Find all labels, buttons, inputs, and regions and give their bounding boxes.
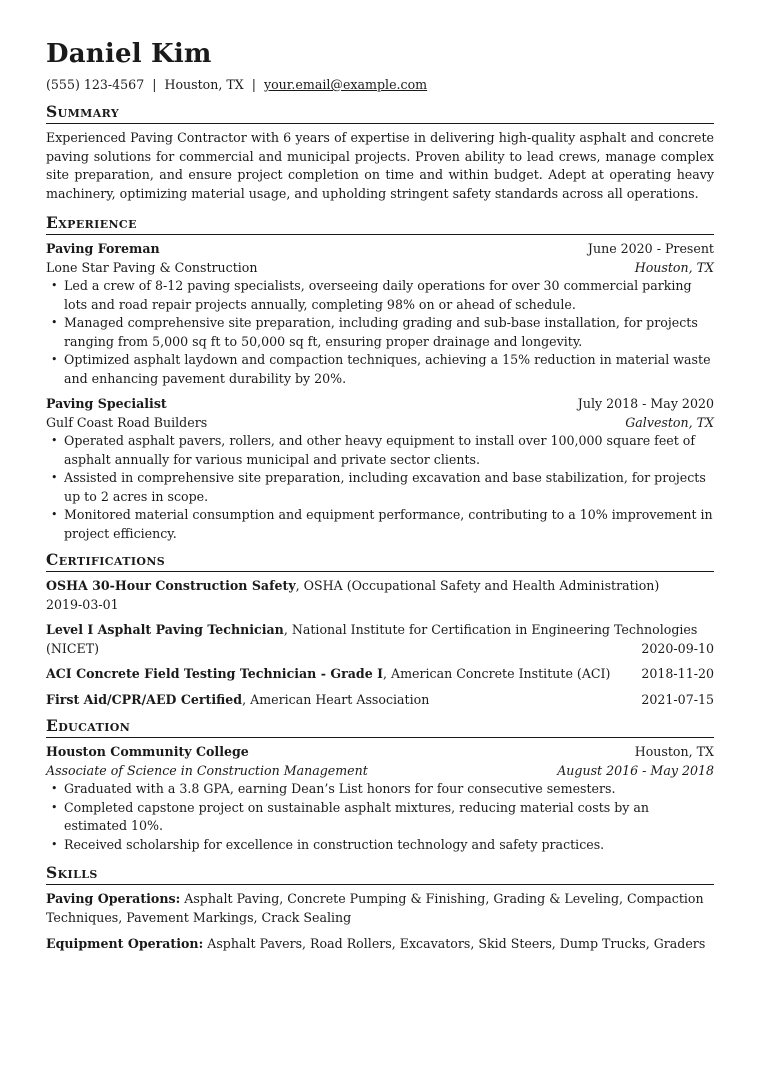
cert-issuer: , OSHA (Occupational Safety and Health Administration)	[295, 578, 660, 593]
job-company: Gulf Coast Road Builders	[46, 414, 208, 430]
section-title-summary: Summary	[46, 102, 714, 124]
cert-name: ACI Concrete Field Testing Technician - Grade I	[46, 666, 383, 681]
job-subheader	[46, 414, 714, 433]
job-role: Paving Specialist	[46, 396, 167, 411]
education-bullets	[46, 780, 714, 854]
job-dates: July 2018 - May 2020	[577, 396, 714, 411]
job-location: Galveston, TX	[625, 414, 714, 430]
job-role: Paving Foreman	[46, 241, 160, 256]
list-item: • Operated asphalt pavers, rollers, and other heavy equipment to install over 100,000 square feet of asphalt annually for various municipal and private sector clients.	[64, 432, 714, 469]
education-dates: August 2016 - May 2018	[557, 762, 714, 778]
list-item: • Managed comprehensive site preparation, including grading and sub-base installation, for projects ranging from 5,000 sq ft to 50,000 sq ft, ensuring proper drainage and longevity.	[64, 314, 714, 351]
list-item: • Assisted in comprehensive site preparation, including excavation and base stabilization, for projects up to 2 acres in scope.	[64, 469, 714, 506]
job-location: Houston, TX	[634, 259, 714, 275]
education-header	[46, 743, 714, 762]
list-item: • Graduated with a 3.8 GPA, earning Dean’s List honors for four consecutive semesters.	[64, 780, 714, 799]
job-header	[46, 395, 714, 414]
school-location: Houston, TX	[634, 744, 714, 759]
job-entry	[46, 395, 714, 543]
education-entry	[46, 743, 714, 854]
list-item: • Optimized asphalt laydown and compaction techniques, achieving a 15% reduction in material waste and enhancing pavement durability by 20%.	[64, 351, 714, 388]
location: Houston, TX	[164, 77, 244, 92]
job-company: Lone Star Paving & Construction	[46, 259, 258, 275]
phone-number: (555) 123-4567	[46, 77, 145, 92]
school-name: Houston Community College	[46, 744, 249, 759]
degree-name: Associate of Science in Construction Management	[46, 762, 368, 778]
list-item: • Monitored material consumption and equipment performance, contributing to a 10% improvement in project efficiency.	[64, 506, 714, 543]
cert-date: 2019-03-01	[46, 596, 119, 612]
cert-entry	[46, 621, 714, 658]
cert-name: OSHA 30-Hour Construction Safety	[46, 578, 296, 593]
cert-name: Level I Asphalt Paving Technician	[46, 622, 284, 637]
cert-name: First Aid/CPR/AED Certified	[46, 691, 243, 707]
job-bullets	[46, 432, 714, 543]
job-dates: June 2020 - Present	[587, 241, 714, 256]
cert-date: 2018-11-20	[641, 666, 714, 681]
contact-line	[46, 76, 714, 94]
cert-issuer: , American Heart Association	[242, 691, 430, 707]
summary-text: Experienced Paving Contractor with 6 years of expertise in delivering high-quality asphalt and concrete paving solutions for commercial and municipal projects. Proven ability to lead crews, manage complex site preparation, and ensure project completion on time and within budget. Adept at operating heavy machinery, optimizing material usage, and upholding stringent safety standards across all operations.	[46, 130, 714, 201]
candidate-name: Daniel Kim	[46, 39, 212, 69]
skill-label: Equipment Operation:	[46, 936, 204, 951]
section-title-experience: Experience	[46, 213, 714, 235]
job-entry	[46, 240, 714, 388]
contact-separator: |	[251, 77, 256, 92]
cert-entry	[46, 691, 714, 710]
section-title-skills: Skills	[46, 863, 714, 885]
cert-issuer: , National Institute for Certification in Engineering Technologies (NICET)	[46, 622, 698, 656]
list-item: • Received scholarship for excellence in construction technology and safety practices.	[64, 836, 714, 855]
email-link[interactable]: your.email@example.com	[263, 77, 428, 92]
skill-label: Paving Operations:	[46, 891, 181, 906]
job-header	[46, 240, 714, 259]
list-item: • Completed capstone project on sustainable asphalt mixtures, reducing material costs by an estimated 10%.	[64, 799, 714, 836]
skill-entry	[46, 890, 714, 927]
cert-entry	[46, 577, 714, 614]
list-item: • Led a crew of 8-12 paving specialists, overseeing daily operations for over 30 commercial parking lots and road repair projects annually, completing 98% on or ahead of schedule.	[64, 277, 714, 314]
section-title-education: Education	[46, 716, 714, 738]
cert-date: 2021-07-15	[641, 691, 714, 707]
contact-separator: |	[152, 77, 157, 92]
skill-value: Asphalt Paving, Concrete Pumping & Finishing, Grading & Leveling, Compaction Techniques, Pavement Markings, Crack Sealing	[46, 891, 704, 925]
skill-entry	[46, 935, 714, 954]
job-bullets	[46, 277, 714, 388]
education-subheader	[46, 762, 714, 781]
cert-entry	[46, 665, 714, 684]
cert-issuer: , American Concrete Institute (ACI)	[382, 666, 611, 681]
section-title-certifications: Certifications	[46, 550, 714, 572]
skill-value: Asphalt Pavers, Road Rollers, Excavators, Skid Steers, Dump Trucks, Graders	[203, 936, 706, 951]
job-subheader	[46, 259, 714, 278]
cert-date: 2020-09-10	[641, 640, 714, 656]
